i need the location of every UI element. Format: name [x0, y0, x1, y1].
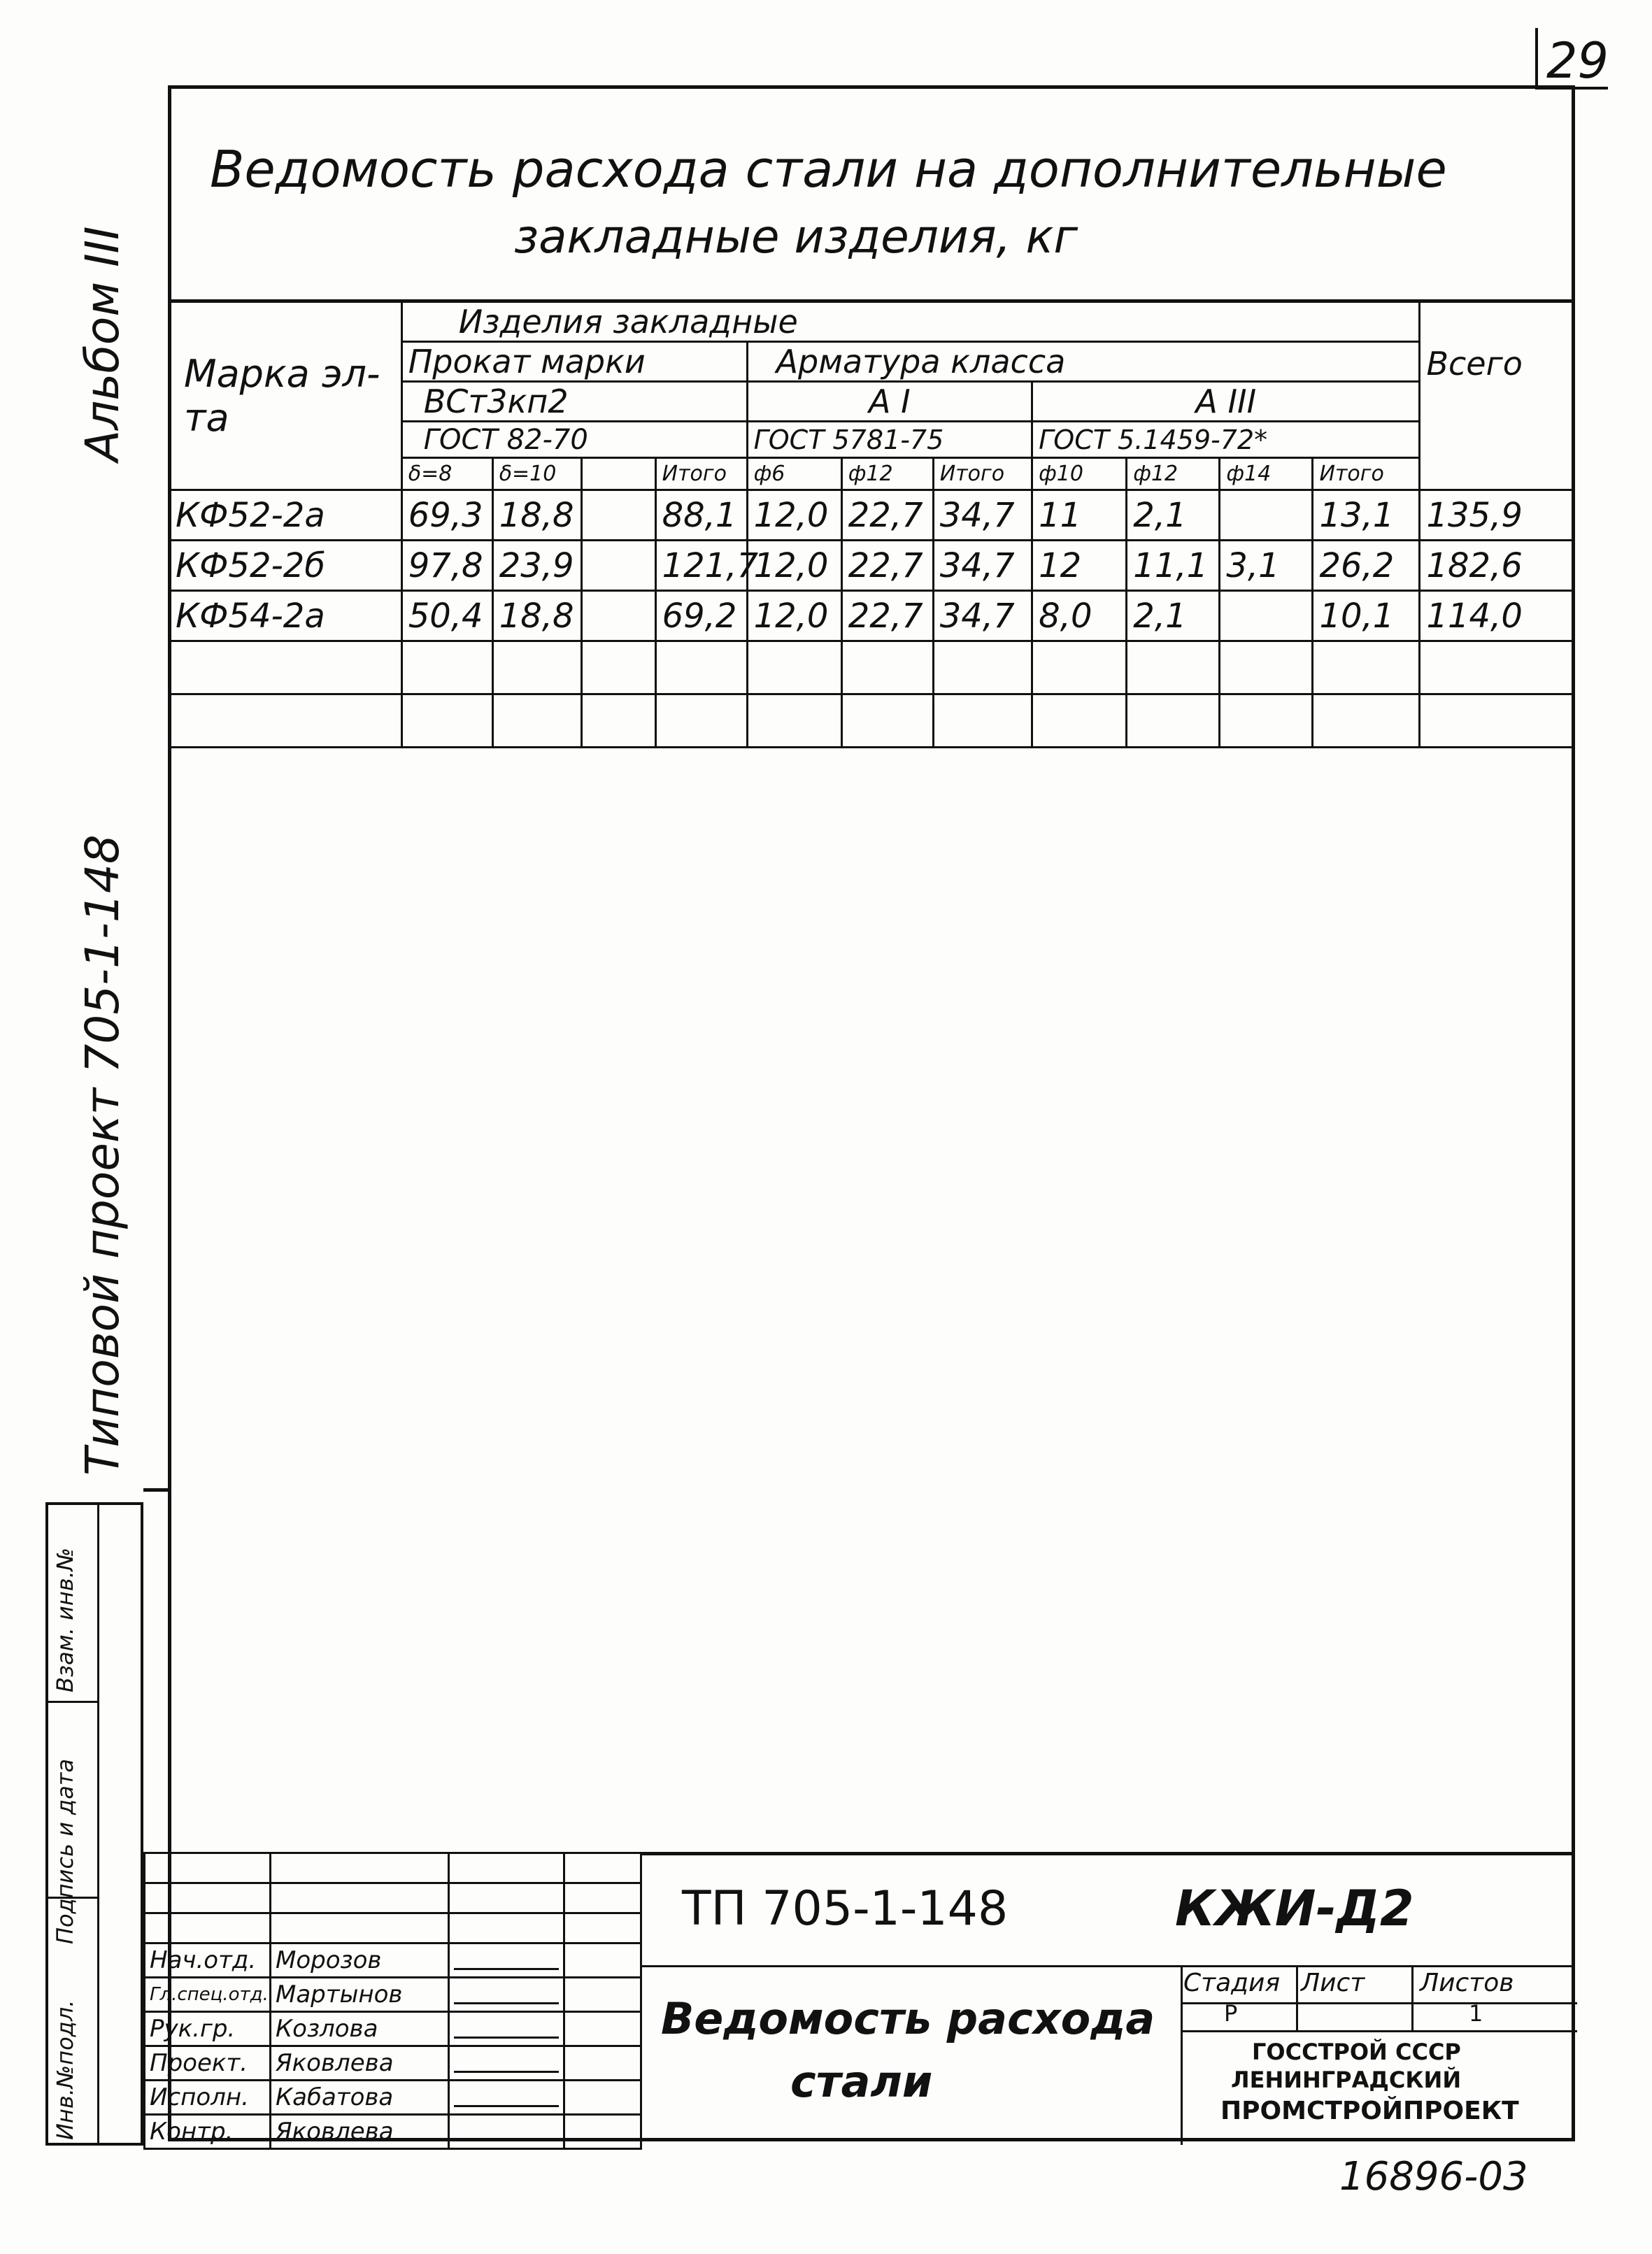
header-rebar-a1-gost: ГОСТ 5781-75	[747, 422, 1032, 458]
sheet-number: 29	[1546, 32, 1609, 90]
signature-icon	[454, 2116, 559, 2141]
subheader-cell: δ=10	[492, 458, 581, 490]
left-strip-replace: Взам. инв.№	[52, 1547, 78, 1692]
steel-consumption-table	[168, 301, 1575, 748]
sheets-value: 1	[1469, 2000, 1483, 2027]
header-mark: Марка эл-та	[169, 302, 402, 490]
left-strip-inventory: Инв.№подл.	[52, 1999, 78, 2140]
inventory-number: 16896-03	[1339, 2154, 1528, 2199]
table-cell: 12,0	[747, 541, 841, 591]
table-cell: 18,8	[492, 490, 581, 541]
table-cell: 97,8	[401, 541, 492, 591]
table-cell: 34,7	[933, 591, 1032, 641]
signature-icon	[454, 2047, 559, 2073]
table-row	[169, 591, 1574, 641]
table-cell	[581, 541, 655, 591]
subheader-cell: ф12	[1127, 458, 1220, 490]
stage-value: Р	[1224, 2000, 1238, 2027]
signature-icon	[454, 2013, 559, 2039]
project-label: Типовой проект 705-1-148	[76, 834, 129, 1476]
table-cell: 69,3	[401, 490, 492, 541]
table-cell: 88,1	[655, 490, 747, 541]
header-embedded-items: Изделия закладные	[401, 302, 1420, 342]
header-rebar-label: Арматура класса	[747, 342, 1420, 382]
table-row	[169, 490, 1574, 541]
stamp-person-row: Нач.отд. Морозов	[145, 1943, 641, 1978]
table-cell: 2,1	[1127, 490, 1220, 541]
subheader-cell: ф6	[747, 458, 841, 490]
empty-row	[169, 641, 1574, 694]
signature-icon	[454, 1978, 559, 2004]
sheet-code: КЖИ-Д2	[1175, 1880, 1414, 1937]
table-cell	[1220, 490, 1313, 541]
org-line-2: ЛЕНИНГРАДСКИЙ	[1231, 2067, 1462, 2093]
signature-icon	[454, 1944, 559, 1970]
document-title-line1: Ведомость расхода стали на дополнительные	[210, 140, 1447, 199]
org-line-3: ПРОМСТРОЙПРОЕКТ	[1220, 2097, 1519, 2125]
sheet-label: Лист	[1301, 1969, 1365, 1997]
table-cell: 12,0	[747, 490, 841, 541]
stamp-person-row: Гл.спец.отд. Мартынов	[145, 1978, 641, 2012]
header-rolled-gost: ГОСТ 82-70	[401, 422, 747, 458]
sheets-label: Листов	[1420, 1969, 1514, 1997]
header-rolled-label: Прокат марки	[401, 342, 747, 382]
stamp-person-row: Проект. Яковлева	[145, 2046, 641, 2081]
table-cell: 12,0	[747, 591, 841, 641]
table-cell: 22,7	[841, 490, 933, 541]
row-total: 182,6	[1420, 541, 1574, 591]
subheader-cell: Итого	[1313, 458, 1420, 490]
table-cell: 10,1	[1313, 591, 1420, 641]
row-total: 114,0	[1420, 591, 1574, 641]
header-rebar-a1-class: А I	[747, 382, 1032, 422]
subheader-cell: ф12	[841, 458, 933, 490]
stamp-person-row: Контр. Яковлева	[145, 2115, 641, 2149]
table-cell: 69,2	[655, 591, 747, 641]
stamp-person-row: Исполн. Кабатова	[145, 2081, 641, 2115]
table-cell: 22,7	[841, 541, 933, 591]
empty-row	[169, 694, 1574, 748]
header-rebar-a3-class: А III	[1032, 382, 1420, 422]
subheader-cell: δ=8	[401, 458, 492, 490]
doc-title-1: Ведомость расхода	[661, 1993, 1155, 2044]
doc-title-2: стали	[790, 2056, 933, 2107]
table-cell: 12	[1032, 541, 1127, 591]
table-row	[169, 541, 1574, 591]
subheader-cell	[581, 458, 655, 490]
header-rebar-a3-gost: ГОСТ 5.1459-72*	[1032, 422, 1420, 458]
table-cell: 34,7	[933, 490, 1032, 541]
table-cell	[581, 490, 655, 541]
subheader-cell: ф14	[1220, 458, 1313, 490]
org-line-1: ГОССТРОЙ СССР	[1252, 2039, 1461, 2065]
row-mark: КФ52-2б	[169, 541, 402, 591]
header-row-group	[169, 302, 1574, 342]
signature-icon	[454, 2081, 559, 2107]
table-cell: 13,1	[1313, 490, 1420, 541]
table-cell: 34,7	[933, 541, 1032, 591]
stamp-left	[143, 1852, 642, 2150]
table-cell: 121,7	[655, 541, 747, 591]
sheet-number-box	[1535, 28, 1608, 90]
table-cell	[581, 591, 655, 641]
table-cell: 11,1	[1127, 541, 1220, 591]
table-cell: 18,8	[492, 591, 581, 641]
table-cell: 50,4	[401, 591, 492, 641]
subheader-cell: Итого	[655, 458, 747, 490]
table-cell: 23,9	[492, 541, 581, 591]
subheader-cell: ф10	[1032, 458, 1127, 490]
table-cell: 8,0	[1032, 591, 1127, 641]
stage-label: Стадия	[1183, 1969, 1281, 1997]
table-cell: 11	[1032, 490, 1127, 541]
row-mark: КФ52-2а	[169, 490, 402, 541]
row-mark: КФ54-2а	[169, 591, 402, 641]
album-label: Альбом III	[76, 226, 129, 462]
document-title-line2: закладные изделия, кг	[514, 210, 1078, 264]
project-code: ТП 705-1-148	[682, 1881, 1009, 1936]
stamp-person-row: Рук.гр. Козлова	[145, 2012, 641, 2046]
table-cell: 26,2	[1313, 541, 1420, 591]
table-cell	[1220, 591, 1313, 641]
left-strip-signature: Подпись и дата	[52, 1758, 78, 1944]
row-total: 135,9	[1420, 490, 1574, 541]
header-rolled-grade: ВСт3кп2	[401, 382, 747, 422]
table-cell: 3,1	[1220, 541, 1313, 591]
table-cell: 2,1	[1127, 591, 1220, 641]
table-cell: 22,7	[841, 591, 933, 641]
header-total: Всего	[1420, 302, 1574, 490]
subheader-cell: Итого	[933, 458, 1032, 490]
